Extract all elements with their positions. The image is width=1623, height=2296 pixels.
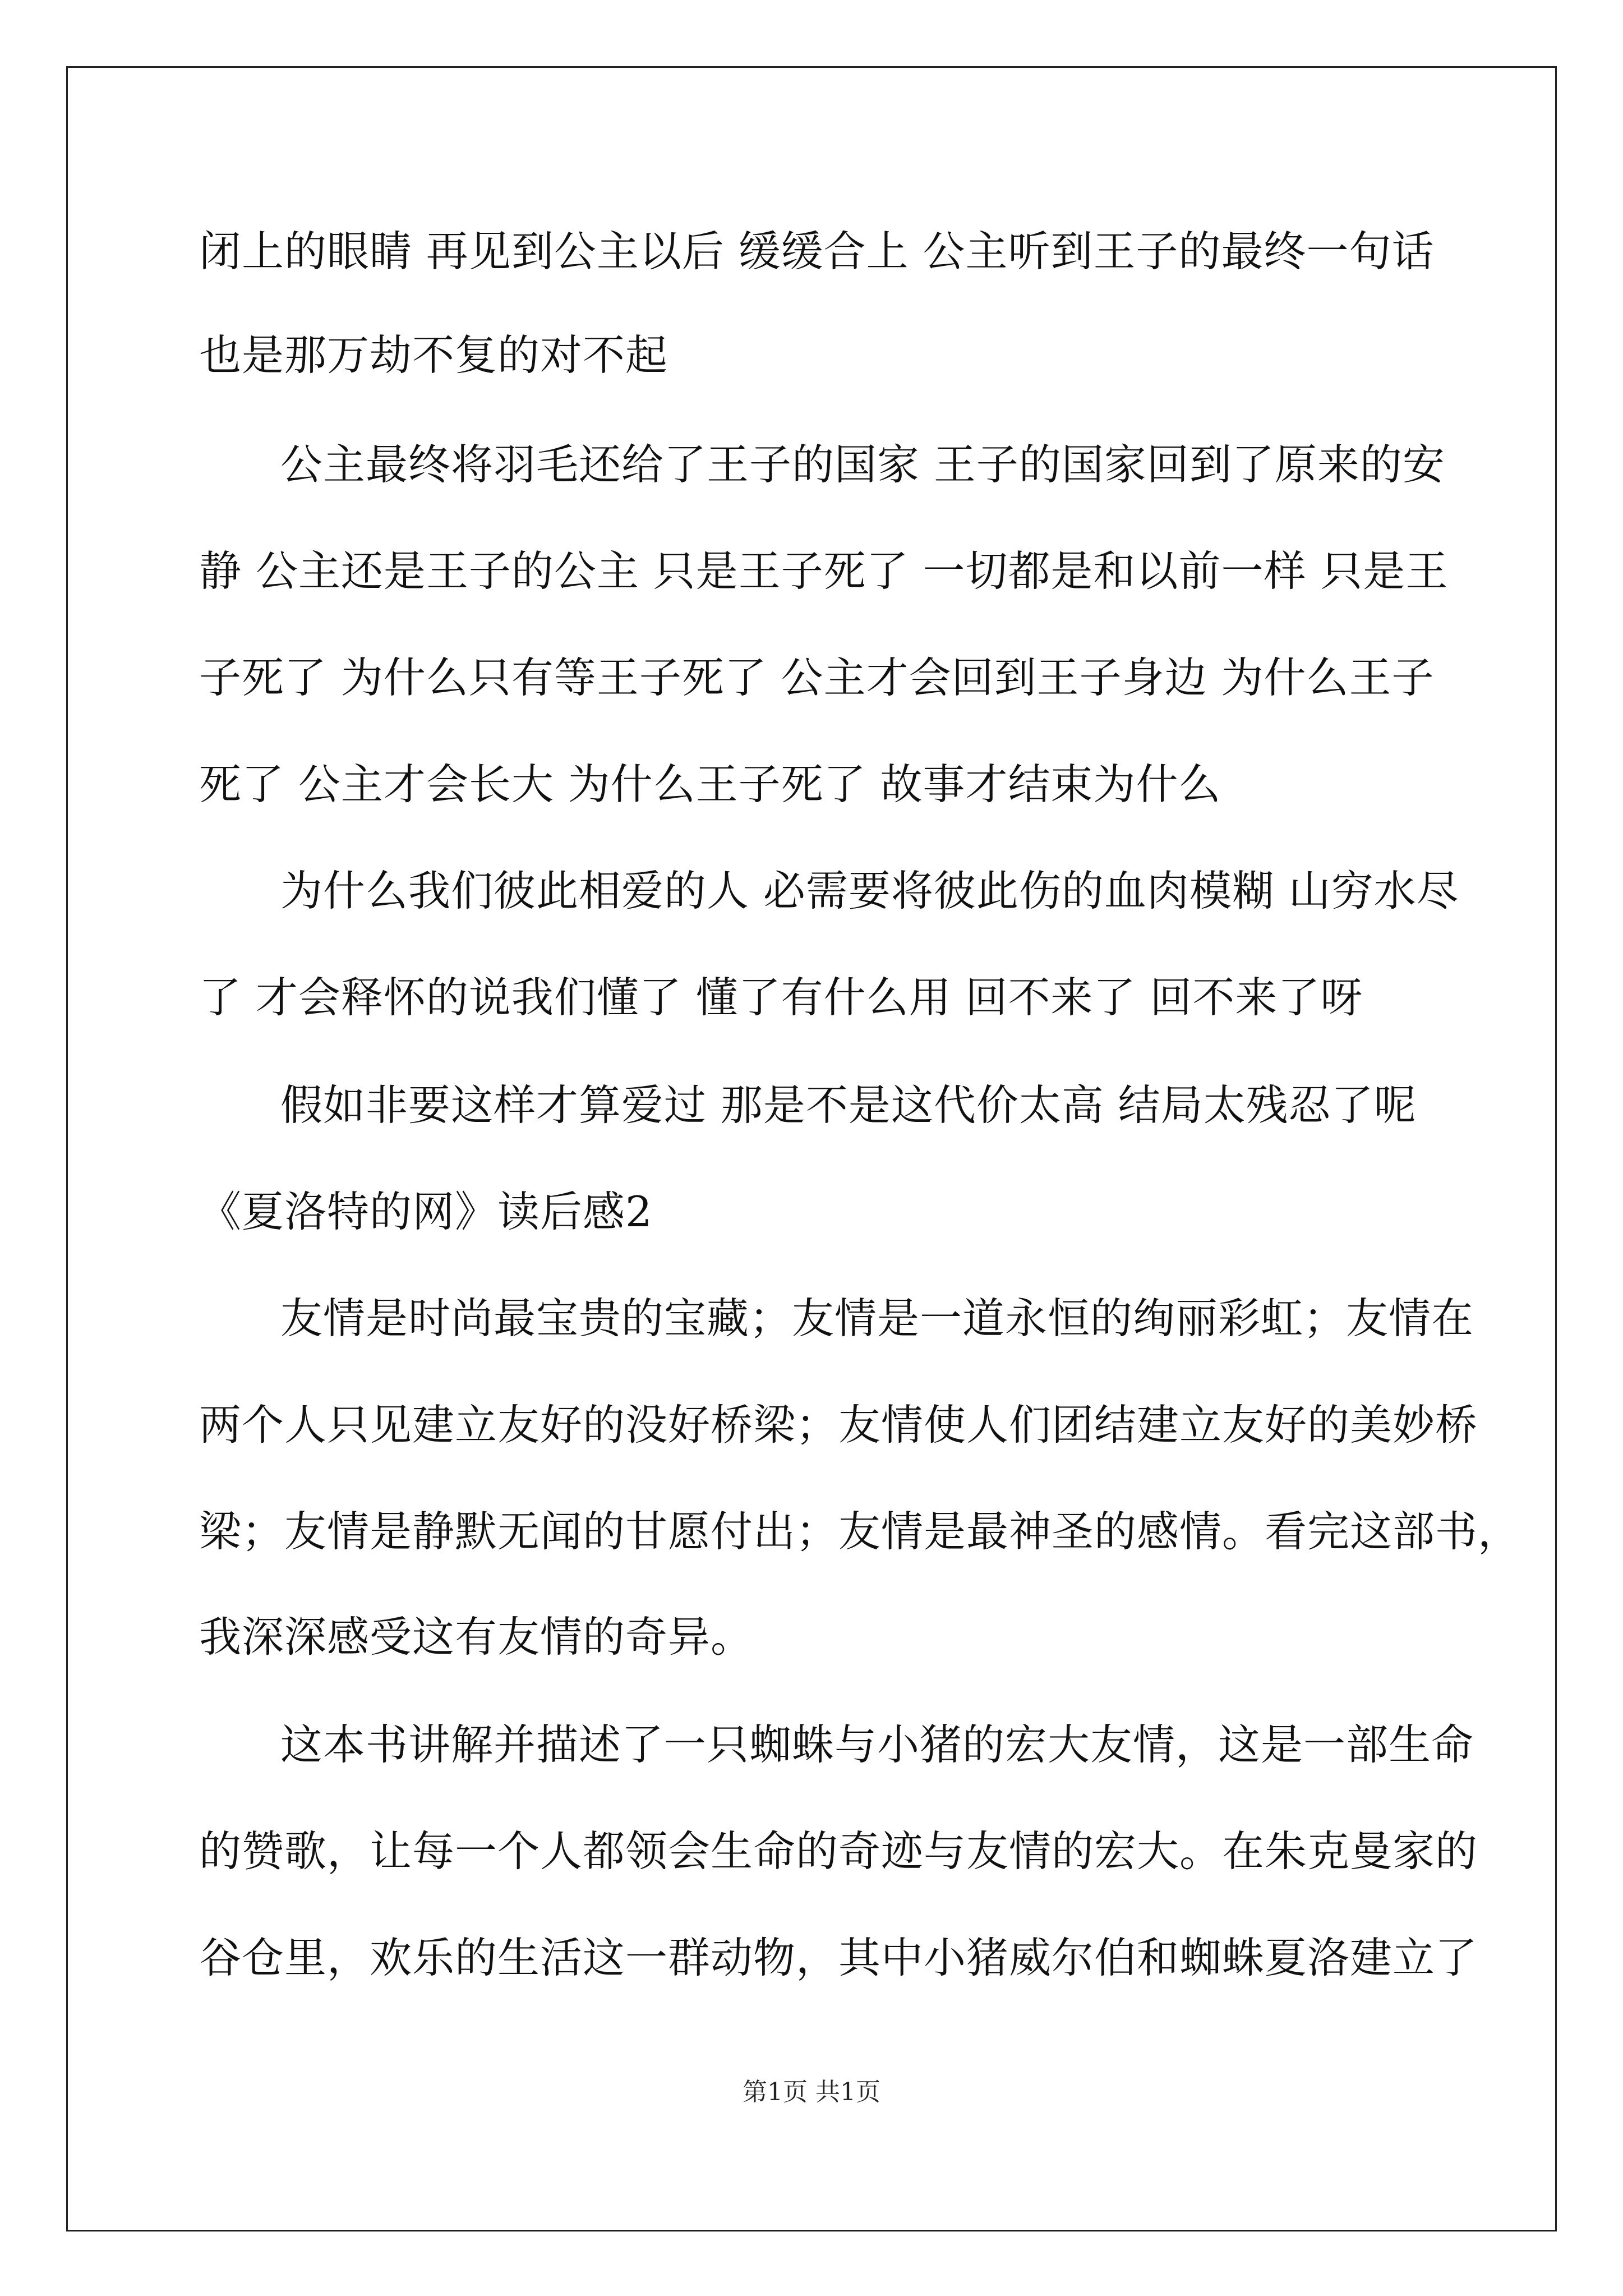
text-line-9: 假如非要这样才算爱过 那是不是这代价太高 结局太残忍了呢 [280,1080,1417,1130]
page-number: 第1页 共1页 [743,2078,880,2106]
text-line-7: 为什么我们彼此相爱的人 必需要将彼此伤的血肉模糊 山穷水尽 [280,866,1459,915]
text-line-16: 的赞歌，让每一个人都领会生命的奇迹与友情的宏大。在朱克曼家的 [199,1826,1478,1876]
text-line-13: 梁；友情是静默无闻的甘愿付出；友情是最神圣的感情。看完这部书， [199,1507,1521,1556]
text-line-8: 了 才会释怀的说我们懂了 懂了有什么用 回不来了 回不来了呀 [199,973,1363,1022]
text-line-15: 这本书讲解并描述了一只蜘蛛与小猪的宏大友情，这是一部生命 [280,1720,1474,1769]
text-line-1: 闭上的眼睛 再见到公主以后 缓缓合上 公主听到王子的最终一句话 [199,227,1435,276]
text-line-11: 友情是时尚最宝贵的宝藏；友情是一道永恒的绚丽彩虹；友情在 [280,1294,1474,1343]
text-line-3: 公主最终将羽毛还给了王子的国家 王子的国家回到了原来的安 [280,440,1445,489]
text-line-14: 我深深感受这有友情的奇异。 [199,1612,754,1662]
text-line-4: 静 公主还是王子的公主 只是王子死了 一切都是和以前一样 只是王 [199,546,1449,596]
text-line-17: 谷仓里，欢乐的生活这一群动物，其中小猪威尔伯和蜘蛛夏洛建立了 [199,1933,1478,1982]
text-line-5: 子死了 为什么只有等王子死了 公主才会回到王子身边 为什么王子 [199,653,1435,702]
page-border [66,66,1557,2231]
text-line-2: 也是那万劫不复的对不起 [199,330,668,380]
text-line-6: 死了 公主才会长大 为什么王子死了 故事才结束为什么 [199,760,1221,809]
section-heading: 《夏洛特的网》读后感2 [199,1187,653,1236]
text-line-12: 两个人只见建立友好的没好桥梁；友情使人们团结建立友好的美妙桥 [199,1400,1478,1450]
